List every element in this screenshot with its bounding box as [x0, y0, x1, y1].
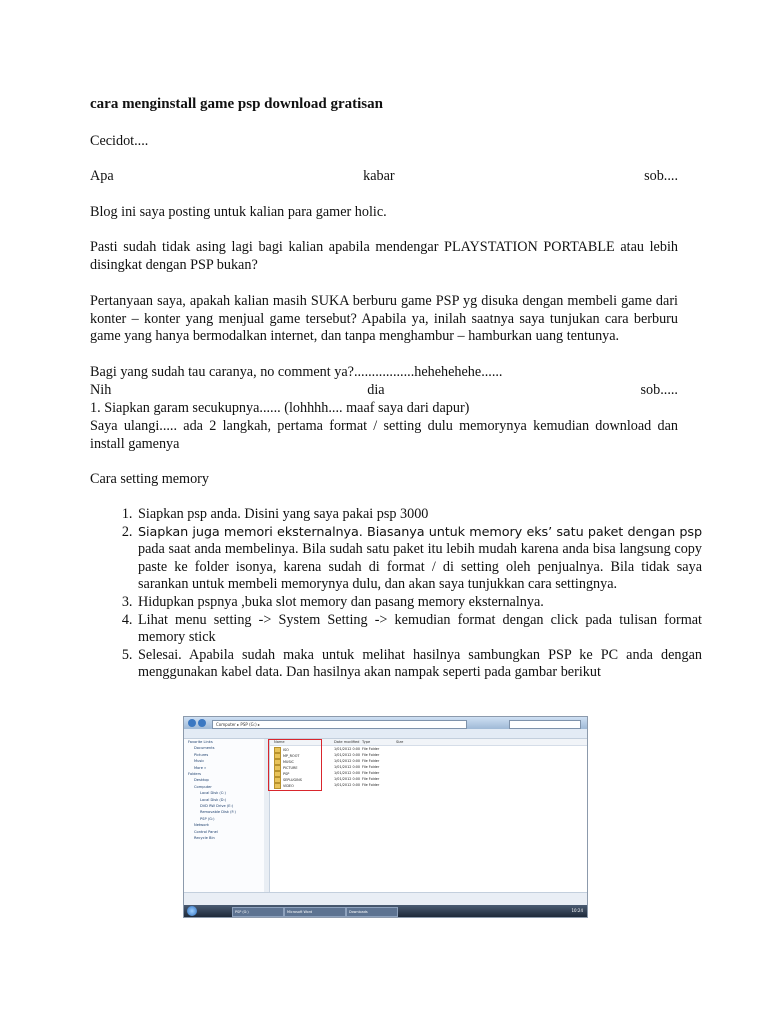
word-apa: Apa	[90, 168, 114, 184]
highlight-box	[268, 739, 322, 791]
document-title: cara menginstall game psp download gratisan	[90, 96, 383, 112]
tree-item: Recycle Bin	[194, 836, 215, 841]
tree-item: Control Panel	[194, 829, 218, 834]
tree-item: Documents	[194, 746, 215, 751]
file-row: PICTURE 1/01/2012 0:00 File Folder	[274, 765, 297, 770]
tree-item: DVD RW Drive (E:)	[200, 804, 234, 809]
tree-item: Pictures	[194, 752, 209, 757]
step-5: 5. Selesai. Apabila sudah maka untuk melihat hasilnya sambungkan PSP ke PC anda dengan menggunakan kabel data. Dan hasilnya akan nampak seperti pada gambar berikut	[136, 647, 702, 682]
file-row: PSP 1/01/2012 0:00 File Folder	[274, 771, 289, 776]
tree-item: Local Disk (D:)	[200, 797, 227, 802]
forward-icon	[198, 719, 206, 727]
column-date: Date modified	[334, 740, 360, 744]
file-row: SEPLUGINS 1/01/2012 0:00 File Folder	[274, 777, 302, 782]
tree-item: Folders	[188, 772, 201, 777]
paragraph-pasti: Pasti sudah tidak asing lagi bagi kalian apabila mendengar PLAYSTATION PORTABLE atau lebih disingkat dengan PSP bukan?	[90, 239, 678, 273]
step-4: 4. Lihat menu setting -> System Setting -> kemudian format dengan click pada tulisan format memory stick	[136, 612, 702, 647]
step-2: 2. Siapkan juga memori eksternalnya. Biasanya untuk memory eks’ satu paket dengan psp pada saat anda membelinya. Bila sudah satu paket itu lebih mudah karena anda bisa langsung copy paste ke folder isonya, karena sudah di format / di setting oleh penjualnya. Bila tidak saya sarankan untuk membeli memorynya dulu, dan akan saya tunjukkan cara settingnya.	[136, 524, 702, 594]
taskbar-item: Microsoft Word	[284, 907, 346, 917]
file-row: MUSIC 1/01/2012 0:00 File Folder	[274, 759, 294, 764]
paragraph-ulangi: Saya ulangi..... ada 2 langkah, pertama format / setting dulu memorynya kemudian download dan install gamenya	[90, 418, 678, 452]
tree-item: Music	[194, 759, 205, 764]
line-siapkan-garam: 1. Siapkan garam secukupnya...... (lohhhh.... maaf saya dari dapur)	[90, 400, 470, 416]
address-field: Computer ▸ PSP (G:) ▸	[212, 720, 467, 729]
steps-list	[112, 506, 702, 682]
search-field	[509, 720, 581, 729]
column-size: Size	[396, 740, 404, 744]
tree-item: PSP (G:)	[200, 816, 215, 821]
word-sob: sob....	[644, 168, 678, 184]
tree-item: Computer	[194, 784, 212, 789]
word-sob: sob.....	[640, 382, 678, 398]
line-nih-dia	[90, 382, 678, 400]
tree-item: Favorite Links	[188, 740, 213, 744]
file-row: ISO 1/01/2012 0:00 File Folder	[274, 747, 289, 752]
tree-item: Removable Disk (F:)	[200, 810, 236, 815]
explorer-screenshot	[183, 716, 588, 918]
paragraph-bagi: Bagi yang sudah tau caranya, no comment ya?.................hehehehehe......	[90, 364, 503, 380]
file-row: MP_ROOT 1/01/2012 0:00 File Folder	[274, 753, 299, 758]
greeting: Cecidot....	[90, 133, 149, 149]
taskbar-item: PSP (G:)	[232, 907, 284, 917]
folder-tree	[184, 739, 265, 904]
tree-item: Desktop	[194, 778, 209, 783]
start-icon	[187, 906, 197, 916]
taskbar	[184, 905, 587, 917]
word-kabar: kabar	[363, 168, 395, 184]
step-3: 3. Hidupkan pspnya ,buka slot memory dan pasang memory eksternalnya.	[136, 594, 702, 612]
file-row: VIDEO 1/01/2012 0:00 File Folder	[274, 783, 294, 788]
tree-item: More »	[194, 765, 207, 770]
taskbar-clock: 10:24	[571, 908, 583, 913]
word-dia: dia	[367, 382, 385, 398]
explorer-address-bar	[184, 717, 587, 729]
word-nih: Nih	[90, 382, 112, 398]
explorer-toolbar	[184, 729, 587, 739]
paragraph-pertanyaan: Pertanyaan saya, apakah kalian masih SUKA berburu game PSP yg disuka dengan membeli game dari konter – konter yang menjual game tersebut? Apabila ya, inilah saatnya saya tunjukan cara berburu game yang hanya bermodalkan internet, dan tanpa menghambur – hamburkan uang tentunya.	[90, 293, 678, 345]
paragraph-blog: Blog ini saya posting untuk kalian para gamer holic.	[90, 204, 387, 220]
explorer-status-bar	[184, 892, 587, 905]
column-name: Name	[274, 740, 285, 744]
line-apa-kabar	[90, 168, 678, 186]
taskbar-item: Downloads	[346, 907, 398, 917]
heading-setting-memory: Cara setting memory	[90, 471, 209, 487]
column-type: Type	[362, 740, 371, 744]
tree-item: Network	[194, 823, 210, 828]
tree-item: Local Disk (C:)	[200, 791, 226, 796]
step-1: 1. Siapkan psp anda. Disini yang saya pakai psp 3000	[136, 506, 702, 524]
back-icon	[188, 719, 196, 727]
